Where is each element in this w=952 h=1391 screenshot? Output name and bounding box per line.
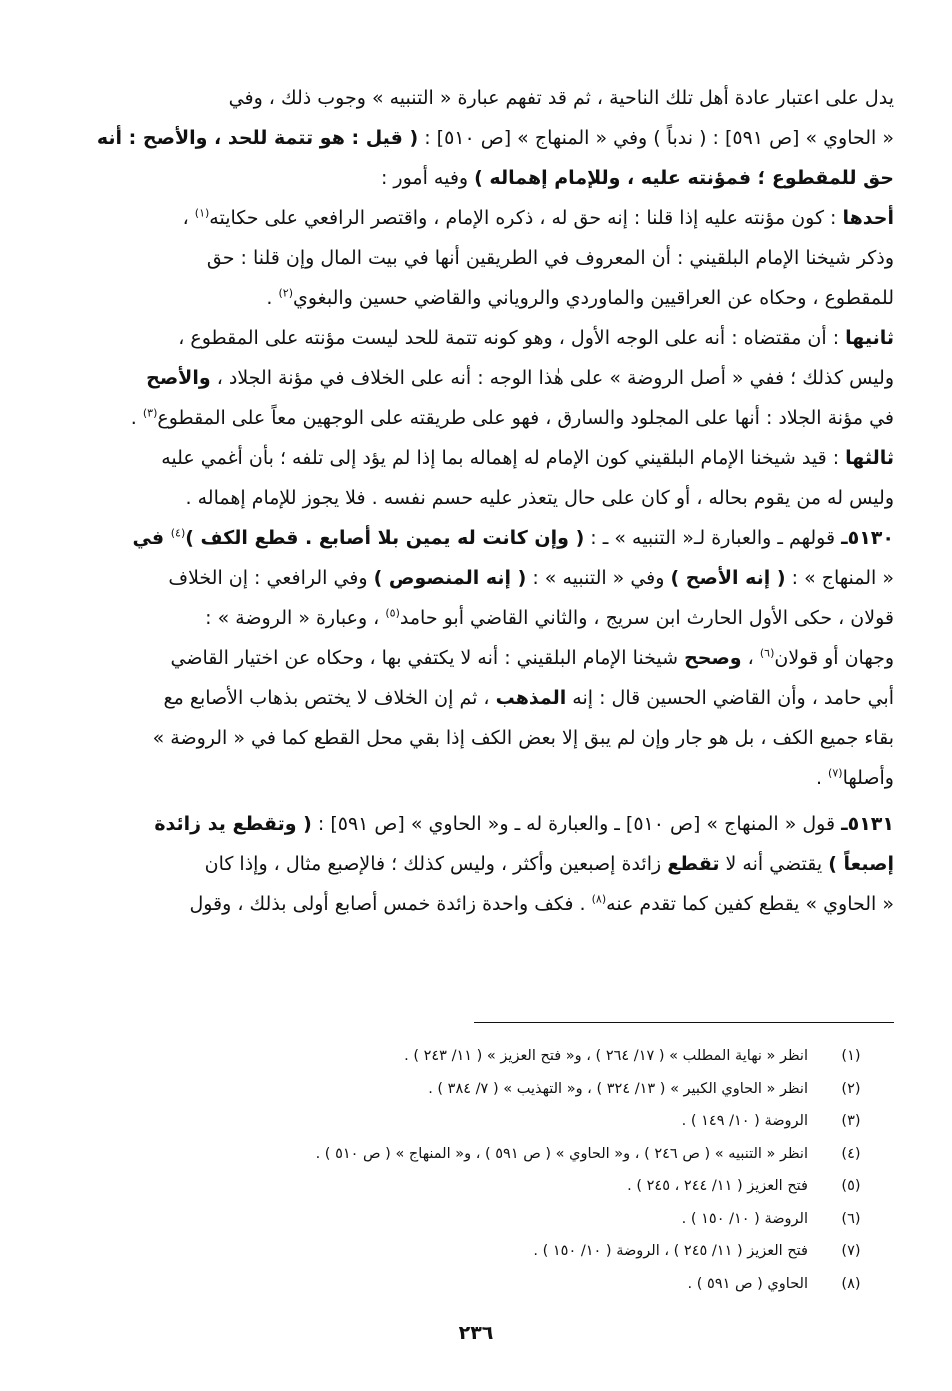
- p5-line-4a: وجهان أو قولان: [774, 647, 894, 669]
- p5-line-7-end: .: [815, 767, 829, 789]
- footnote-4: [62, 1138, 894, 1171]
- p5-bold-sahhah: وصحح: [684, 647, 742, 669]
- p6-quote-bold-end: إصبعاً ): [828, 853, 894, 875]
- paragraph-1: [62, 78, 894, 198]
- p6-line-2d: زائدة إصبعين وأكثر ، وليس كذلك ؛ فالإصبع مثال ، وإذا كان: [204, 853, 668, 875]
- footnote-text: انظر « التنبيه » ( ص ٢٤٦ ) ، و« الحاوي » ( ص ٥٩١ ) ، و« المنهاج » ( ص ٥١٠ ) .: [315, 1145, 808, 1162]
- p6-line-2b: يقتضي أنه لا: [719, 853, 829, 875]
- p5-line-3: قولان ، حكى الأول الحارث ابن سريج ، والثاني القاضي أبو حامد: [399, 607, 894, 629]
- footnote-ref-1: (١): [194, 206, 210, 220]
- footnote-number: (١): [841, 1048, 861, 1064]
- footnote-number: (٥): [841, 1178, 861, 1194]
- p3-line-2: وليس كذلك ؛ ففي « أصل الروضة » على هٰذا الوجه : أنه على الخلاف في مؤنة الجلاد ،: [210, 367, 894, 389]
- p5-line-5a: أبي حامد ، وأن القاضي الحسين قال : إنه: [566, 687, 894, 709]
- footnote-3: [62, 1105, 894, 1138]
- footnote-text: الروضة ( ١٠/ ١٤٩ ) .: [681, 1113, 808, 1129]
- p5-line-1: قولهم ـ والعبارة لـ« التنبيه » ـ :: [584, 527, 842, 549]
- footnote-number: (٢): [841, 1080, 861, 1097]
- issue-number-5131: ٥١٣١ـ: [841, 813, 894, 835]
- p2-line-3: للمقطوع ، وحكاه عن العراقيين والماوردي والروياني والقاضي حسين والبغوي: [292, 287, 894, 309]
- footnote-text: الحاوي ( ص ٥٩١ ) .: [687, 1275, 808, 1292]
- footnote-ref-5: (٥): [385, 606, 400, 620]
- footnote-number: (٧): [841, 1243, 861, 1259]
- p3-bold-asahh: والأصح: [146, 367, 211, 389]
- footnote-number: (٨): [841, 1275, 861, 1292]
- p2-lead: أحدها: [842, 207, 894, 229]
- footnote-text: انظر « نهاية المطلب » ( ١٧/ ٢٦٤ ) ، و« فتح العزيز » ( ١١/ ٢٤٣ ) .: [404, 1048, 808, 1064]
- p6-line-3-end: . فكف واحدة زائدة خمس أصابع أولى بذلك ، وقول: [189, 893, 592, 915]
- footnote-ref-3: (٣): [142, 406, 158, 420]
- footnote-ref-2: (٢): [278, 286, 293, 300]
- footnote-8: [62, 1268, 894, 1301]
- p5-line-2c: وفي « التنبيه » :: [526, 567, 671, 589]
- p4-line-2: وليس له من يقوم بحاله ، أو كان على حال يتعذر عليه حسم نفسه . فلا يجوز للإمام إهماله .: [185, 487, 894, 509]
- p2-line-3-end: .: [266, 287, 279, 309]
- footnote-1: [62, 1040, 894, 1073]
- p6-bold-taqta: تقطع: [667, 853, 720, 875]
- p1-quote-bold: ( قيل : هو تتمة للحد ، والأصح : أنه: [96, 127, 419, 149]
- footnotes: [62, 1040, 894, 1300]
- footnote-ref-6: (٦): [759, 646, 775, 660]
- footnote-text: فتح العزيز ( ١١/ ٢٤٤ ، ٢٤٥ ) .: [627, 1178, 808, 1194]
- footnote-text: انظر « الحاوي الكبير » ( ١٣/ ٣٢٤ ) ، و« التهذيب » ( ٧/ ٣٨٤ ) .: [428, 1080, 808, 1097]
- paragraph-6: [62, 804, 894, 924]
- p6-line-1: قول « المنهاج » [ص ٥١٠] ـ والعبارة له ـ و« الحاوي » [ص ٥٩١] :: [311, 813, 842, 835]
- paragraph-4: [62, 438, 894, 518]
- p5-quote-mansus: ( إنه المنصوص ): [373, 567, 527, 589]
- p3-line-3-end: .: [130, 407, 143, 429]
- p5-line-4b: ،: [741, 647, 760, 669]
- p5-line-3-end: ، وعبارة « الروضة » :: [205, 607, 386, 629]
- page-number: ٢٣٦: [458, 1322, 494, 1344]
- p2-line-1-end: ،: [182, 207, 195, 229]
- p1-line-1: يدل على اعتبار عادة أهل تلك الناحية ، ثم قد تفهم عبارة « التنبيه » وجوب ذلك ، وفي: [228, 87, 894, 109]
- p3-lead: ثانيها: [845, 327, 894, 349]
- p5-line-1-end: في: [132, 527, 171, 549]
- p2-line-2: وذكر شيخنا الإمام البلقيني : أن المعروف في الطريقين أنها في بيت المال وإن قلنا : حق: [206, 247, 894, 269]
- p3-line-3: في مؤنة الجلاد : أنها على المجلود والسارق ، فهو على طريقته على الوجهين معاً على المقطوع: [157, 407, 894, 429]
- p5-line-2e: وفي الرافعي : إن الخلاف: [168, 567, 374, 589]
- p5-line-6: بقاء جميع الكف ، بل هو جار وإن لم يبق إلا بعض الكف إذا بقي محل القطع كما في « الروضة »: [152, 727, 894, 749]
- footnote-number: (٣): [841, 1113, 861, 1129]
- p3-line-1: : أن مقتضاه : أنه على الوجه الأول ، وهو كونه تتمة للحد ليست مؤنته على المقطوع ،: [178, 327, 846, 349]
- p6-quote-bold: ( وتقطع يد زائدة: [154, 813, 312, 835]
- footnote-ref-8: (٨): [591, 892, 607, 906]
- footnote-5: [62, 1170, 894, 1203]
- footnote-text: الروضة ( ١٠/ ١٥٠ ) .: [681, 1210, 808, 1227]
- footnote-text: فتح العزيز ( ١١/ ٢٤٥ ) ، الروضة ( ١٠/ ١٥٠ ) .: [533, 1243, 808, 1259]
- p1-line-3: وفيه أمور :: [380, 167, 475, 189]
- p1-line-3-bold: حق للمقطوع ؛ فمؤنته عليه ، وللإمام إهماله ): [474, 167, 894, 189]
- footnote-7: [62, 1235, 894, 1268]
- issue-number-5130: ٥١٣٠ـ: [841, 527, 894, 549]
- p6-line-3: « الحاوي » يقطع كفين كما تقدم عنه: [606, 893, 894, 915]
- footnote-2: [62, 1073, 894, 1106]
- paragraph-5: [62, 518, 894, 798]
- p5-bold-madhhab: المذهب: [495, 687, 567, 709]
- p5-line-2a: « المنهاج » :: [785, 567, 894, 589]
- p5-line-4d: شيخنا الإمام البلقيني : أنه لا يكتفي بها ، وحكاه عن اختيار القاضي: [170, 647, 685, 669]
- footnote-number: (٦): [841, 1210, 861, 1227]
- footnote-separator: [474, 1022, 894, 1023]
- main-text: [62, 78, 894, 924]
- footnote-ref-4: (٤): [170, 526, 186, 540]
- footnote-number: (٤): [841, 1145, 861, 1162]
- p5-line-5c: ، ثم إن الخلاف لا يختص بذهاب الأصابع مع: [163, 687, 496, 709]
- p5-quote-asahh: ( إنه الأصح ): [670, 567, 786, 589]
- footnote-ref-7: (٧): [828, 766, 843, 780]
- p1-line-2: « الحاوي » [ص ٥٩١] : ( ندباً ) وفي « المنهاج » [ص ٥١٠] :: [418, 127, 894, 149]
- p5-quote-bold: ( وإن كانت له يمين بلا أصابع . قطع الكف ): [185, 527, 585, 549]
- footnote-6: [62, 1203, 894, 1236]
- p4-line-1: : قيد شيخنا الإمام البلقيني كون الإمام له إهماله بما إذا لم يؤد إلى تلفه ؛ بأن أغمي عليه: [161, 447, 846, 469]
- p4-lead: ثالثها: [845, 447, 894, 469]
- paragraph-2: [62, 198, 894, 318]
- p5-line-7: وأصلها: [842, 767, 894, 789]
- paragraph-3: [62, 318, 894, 438]
- p2-line-1: : كون مؤنته عليه إذا قلنا : إنه حق له ، ذكره الإمام ، واقتصر الرافعي على حكايته: [209, 207, 843, 229]
